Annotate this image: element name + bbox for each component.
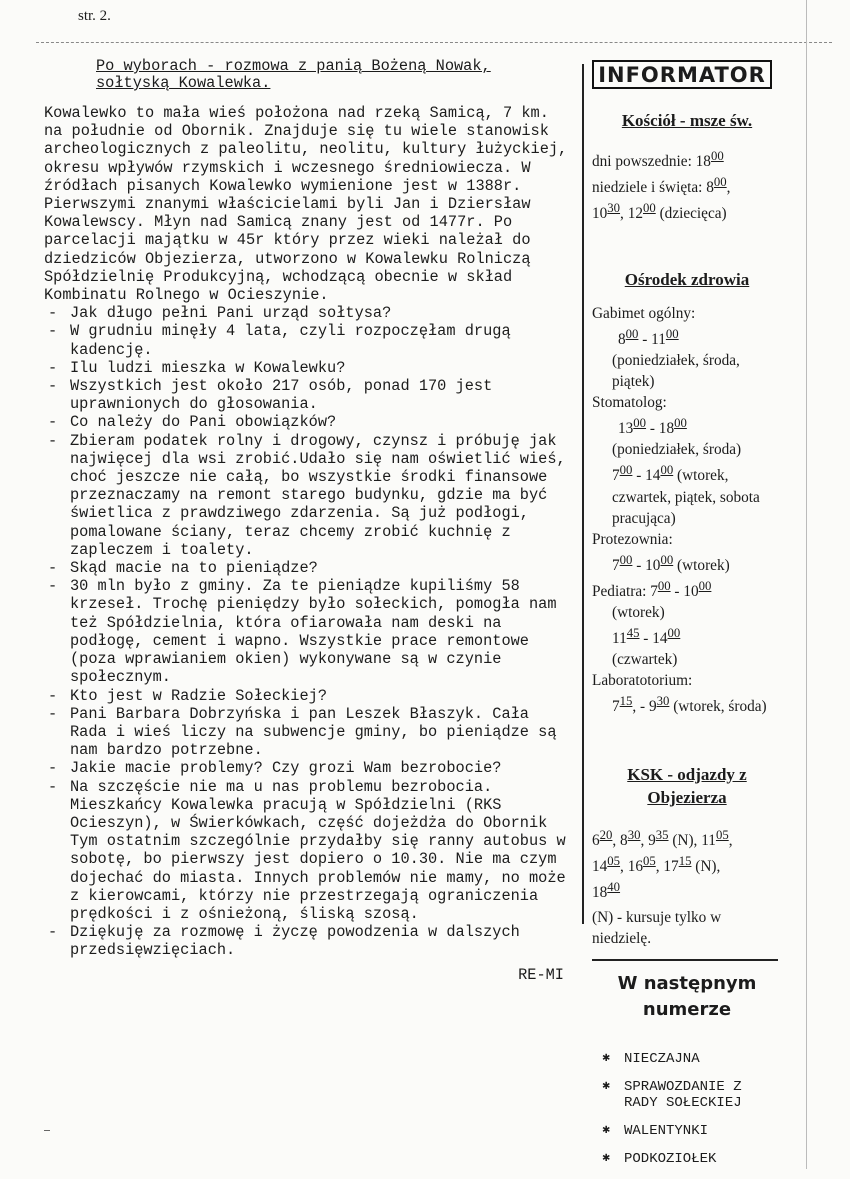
prosthetics-hours: $7^{00} - 10^{00}$ (wtorek) [612, 552, 730, 574]
interview-article [44, 58, 574, 984]
church-sundays: niedziele i święta: $8^{00}$, [592, 175, 731, 197]
next-issue-title: W następnym numerze [617, 973, 757, 1021]
pediatrician-days-1: (wtorek) [612, 603, 665, 621]
headline-line-2: sołtyską Kowalewka. [96, 74, 271, 92]
departures-line-2: $14^{05}$, $16^{05}$, $17^{15}$ (N), [592, 854, 721, 876]
headline-line-1: Po wyborach - rozmowa z panią Bożeną Nowak, [96, 57, 491, 75]
laboratory-label: Laboratotorium: [592, 671, 693, 689]
laboratory-hours: $7^{15}$, - $9^{30}$ (wtorek, środa) [612, 693, 767, 715]
dentist-hours-2: $7^{00} - 14^{00}$ (wtorek, czwartek, piątek, sobota pracująca) [612, 463, 760, 527]
prosthetics-label: Protezownia: [592, 530, 673, 548]
health-schedule [592, 303, 782, 717]
qa-item: - Na szczęście nie ma u nas problemu bezrobocia. Mieszkańcy Kowalewka pracują w Spółdzielni (RKS Ocieszyn), w Świerkówkach, część dojeżdża do Obornik Tym ostatnim szczególnie przydałby się ranny autobus w sobotę, bo pierwszy jest dopiero o 10.30. Nie ma czym dojechać do miasta. Innych problemów nie mamy, no może z kierowcami, którzy nie przestrzegają ograniczenia prędkości i z ośnieżoną, śliską szosą. [44, 778, 574, 924]
margin-mark [44, 1130, 50, 1131]
qa-item: - Pani Barbara Dobrzyńska i pan Leszek Błaszyk. Cała Rada i wieś liczy na subwencje gminy, bo pieniądze są nam bardzo potrzebne. [44, 705, 574, 760]
ksk-departures [592, 825, 782, 949]
dentist-hours-1: $13^{00} - 18^{00}$ [618, 416, 687, 438]
article-intro: Kowalewko to mała wieś położona nad rzeką Samicą, 7 km. na południe od Obornik. Znajduje się tu wiele stanowisk archeologicznych z paleolitu, neolitu, kultury łużyckiej, okresu wpływów rzymskich i wczesnego średniowiecza. W źródłach pisanych Kowalewko wymienione jest w 1388r. Pierwszymi znanymi właścicielami byli Jan i Dziersław Kowalewscy. Młyn nad Samicą znany jest od 1477r. Po parcelacji majątku w 45r który przez wieki należał do dziedziców Objezierza, utworzono w Kowalewku Rolniczą Spółdzielnię Produkcyjną, wchodzącą obecnie w skład Kombinatu Rolnego w Ocieszynie. [44, 104, 568, 305]
column-divider [582, 64, 584, 924]
qa-item: - W grudniu minęły 4 lata, czyli rozpoczęłam drugą kadencję. [44, 322, 574, 358]
informator-title: INFORMATOR [592, 60, 772, 89]
qa-item: - Co należy do Pani obowiązków? [44, 413, 574, 431]
departures-line-1: $6^{20}$, $8^{30}$, $9^{35}$ (N), $11^{05}$, [592, 827, 733, 850]
gabinet-label: Gabimet ogólny: [592, 305, 696, 323]
ksk-note: (N) - kursuje tylko w niedzielę. [592, 909, 722, 948]
qa-item: - Dziękuję za rozmowę i życzę powodzenia w dalszych przedsięwzięciach. [44, 923, 574, 959]
next-issue-item: ✱ NIECZAJNA [602, 1051, 782, 1067]
health-title: Ośrodek zdrowia [624, 270, 750, 290]
next-issue-item: ✱ PODKOZIOŁEK [602, 1151, 782, 1167]
qa-item: - Skąd macie na to pieniądze? [44, 559, 574, 577]
gabinet-days: (poniedziałek, środa, piątek) [612, 352, 740, 391]
church-schedule [592, 146, 782, 224]
church-weekdays: dni powszednie: $18^{00}$ [592, 149, 724, 171]
dentist-label: Stomatolog: [592, 394, 667, 412]
author-signature: RE-MI [518, 965, 564, 984]
gabinet-hours: $8^{00} - 11^{00}$ [618, 327, 679, 349]
qa-list [44, 304, 574, 959]
top-divider [36, 42, 832, 43]
departures-line-3: $18^{40}$ [592, 880, 621, 902]
qa-item: - Jakie macie problemy? Czy grozi Wam bezrobocie? [44, 759, 574, 777]
article-headline [96, 58, 574, 92]
church-sundays-times: $10^{30}$, $12^{00}$ (dziecięca) [592, 201, 727, 223]
qa-item: - 30 mln było z gminy. Za te pieniądze kupiliśmy 58 krzeseł. Trochę pieniędzy było sołeckich, pomogła nam też Spółdzielnia, która ofiarowała nam deski na podłogę, cement i wapno. Wszystkie prace remontowe (poza wprawianiem okien) wykonywane są w czynie społecznym. [44, 577, 574, 686]
qa-item: - Zbieram podatek rolny i drogowy, czynsz i próbuję jak najwięcej dla wsi zrobić.Udało się nam oświetlić wieś, choć jeszcze nie całą, bo wszystkie środki finansowe przeznaczamy na remont starego budynku, gdzie ma być świetlica z prawdziwego zdarzenia. Są już podłogi, pomalowane ściany, teraz chcemy zrobić kuchnię z zapleczem i toalety. [44, 432, 574, 559]
qa-item: - Jak długo pełni Pani urząd sołtysa? [44, 304, 574, 322]
dentist-days-1: (poniedziałek, środa) [612, 441, 742, 459]
right-margin-line [806, 0, 807, 1169]
next-issue-item: ✱ SPRAWOZDANIE Z RADY SOŁECKIEJ [602, 1079, 782, 1111]
qa-item: - Kto jest w Radzie Sołeckiej? [44, 687, 574, 705]
next-issue-list [602, 1051, 782, 1167]
church-title: Kościół - msze św. [621, 111, 753, 130]
next-issue-item: ✱ WALENTYNKI [602, 1123, 782, 1139]
qa-item: - Wszystkich jest około 217 osób, ponad 170 jest uprawnionych do głosowania. [44, 377, 574, 413]
qa-item: - Ilu ludzi mieszka w Kowalewku? [44, 359, 574, 377]
ksk-title: KSK - odjazdy z Objezierza [627, 764, 747, 807]
pediatrician-hours-1: Pediatra: $7^{00} - 10^{00}$ [592, 578, 712, 600]
page-number: str. 2. [78, 8, 111, 24]
pediatrician-hours-2: $11^{45} - 14^{00}$ [612, 625, 681, 647]
informator-sidebar [592, 60, 782, 1179]
pediatrician-days-2: (czwartek) [612, 650, 678, 668]
next-issue-divider [592, 959, 778, 961]
